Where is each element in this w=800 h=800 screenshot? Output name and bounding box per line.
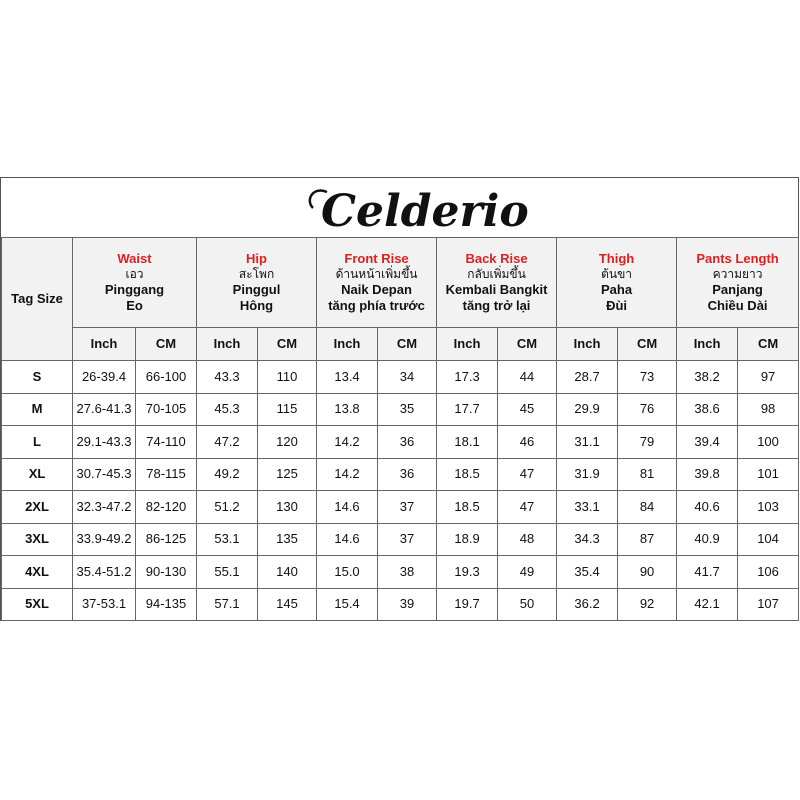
table-cell: 125 (258, 458, 317, 491)
table-row (2, 361, 799, 394)
table-cell: 32.3-47.2 (73, 491, 136, 524)
size-label: 4XL (2, 556, 73, 589)
table-cell: 94-135 (136, 588, 197, 621)
table-cell: 110 (258, 361, 317, 394)
table-cell: 44 (498, 361, 557, 394)
size-label: XL (2, 458, 73, 491)
size-label: 2XL (2, 491, 73, 524)
table-cell: 130 (258, 491, 317, 524)
table-cell: 26-39.4 (73, 361, 136, 394)
table-cell: 36 (378, 458, 437, 491)
table-cell: 35 (378, 393, 437, 426)
table-cell: 140 (258, 556, 317, 589)
table-cell: 33.1 (557, 491, 618, 524)
table-cell: 106 (738, 556, 799, 589)
table-cell: 43.3 (197, 361, 258, 394)
table-row (2, 491, 799, 524)
table-cell: 82-120 (136, 491, 197, 524)
table-cell: 76 (618, 393, 677, 426)
table-cell: 103 (738, 491, 799, 524)
table-row (2, 426, 799, 459)
table-cell: 35.4-51.2 (73, 556, 136, 589)
unit-header: Inch (73, 328, 136, 361)
table-cell: 66-100 (136, 361, 197, 394)
table-cell: 13.4 (317, 361, 378, 394)
table-cell: 81 (618, 458, 677, 491)
unit-header: CM (258, 328, 317, 361)
unit-header: Inch (557, 328, 618, 361)
size-label: S (2, 361, 73, 394)
table-cell: 14.2 (317, 458, 378, 491)
table-cell: 48 (498, 523, 557, 556)
table-cell: 31.9 (557, 458, 618, 491)
group-header-pants-length: Pants Length ความยาว Panjang Chiều Dài (677, 238, 799, 328)
size-label: 3XL (2, 523, 73, 556)
unit-header: CM (498, 328, 557, 361)
table-cell: 36.2 (557, 588, 618, 621)
table-cell: 46 (498, 426, 557, 459)
table-row (2, 588, 799, 621)
unit-header: Inch (437, 328, 498, 361)
size-label: M (2, 393, 73, 426)
table-cell: 33.9-49.2 (73, 523, 136, 556)
table-cell: 14.6 (317, 491, 378, 524)
group-header-front-rise: Front Rise ด้านหน้าเพิ่มขึ้น Naik Depan tăng phía trước (317, 238, 437, 328)
table-cell: 18.1 (437, 426, 498, 459)
table-cell: 47.2 (197, 426, 258, 459)
table-cell: 37 (378, 523, 437, 556)
table-cell: 17.3 (437, 361, 498, 394)
table-row (2, 523, 799, 556)
table-cell: 90-130 (136, 556, 197, 589)
table-cell: 36 (378, 426, 437, 459)
table-cell: 29.9 (557, 393, 618, 426)
table-cell: 84 (618, 491, 677, 524)
table-cell: 107 (738, 588, 799, 621)
table-cell: 38.6 (677, 393, 738, 426)
table-cell: 14.6 (317, 523, 378, 556)
table-cell: 55.1 (197, 556, 258, 589)
table-cell: 29.1-43.3 (73, 426, 136, 459)
size-label: 5XL (2, 588, 73, 621)
table-cell: 47 (498, 458, 557, 491)
table-cell: 47 (498, 491, 557, 524)
table-cell: 17.7 (437, 393, 498, 426)
table-cell: 97 (738, 361, 799, 394)
unit-header: Inch (317, 328, 378, 361)
table-cell: 45.3 (197, 393, 258, 426)
table-cell: 30.7-45.3 (73, 458, 136, 491)
group-header-back-rise: Back Rise กลับเพิ่มขึ้น Kembali Bangkit tăng trở lại (437, 238, 557, 328)
table-cell: 120 (258, 426, 317, 459)
table-cell: 14.2 (317, 426, 378, 459)
table-cell: 13.8 (317, 393, 378, 426)
table-cell: 70-105 (136, 393, 197, 426)
size-chart (0, 177, 799, 621)
table-cell: 53.1 (197, 523, 258, 556)
table-row (2, 556, 799, 589)
table-cell: 18.5 (437, 491, 498, 524)
unit-header-row (2, 328, 799, 361)
brand-logo (1, 178, 798, 237)
size-table (1, 237, 799, 621)
table-cell: 28.7 (557, 361, 618, 394)
table-cell: 37 (378, 491, 437, 524)
table-cell: 31.1 (557, 426, 618, 459)
table-cell: 51.2 (197, 491, 258, 524)
table-cell: 79 (618, 426, 677, 459)
table-cell: 45 (498, 393, 557, 426)
unit-header: CM (738, 328, 799, 361)
table-cell: 115 (258, 393, 317, 426)
table-cell: 100 (738, 426, 799, 459)
group-header-waist: Waist เอว Pinggang Eo (73, 238, 197, 328)
table-cell: 49.2 (197, 458, 258, 491)
unit-header: CM (618, 328, 677, 361)
table-cell: 39.4 (677, 426, 738, 459)
table-cell: 57.1 (197, 588, 258, 621)
table-cell: 15.0 (317, 556, 378, 589)
table-cell: 15.4 (317, 588, 378, 621)
table-cell: 40.9 (677, 523, 738, 556)
tag-size-header: Tag Size (2, 238, 73, 361)
size-label: L (2, 426, 73, 459)
table-cell: 27.6-41.3 (73, 393, 136, 426)
size-table-body (2, 361, 799, 621)
brand-banner (1, 178, 798, 238)
unit-header: Inch (677, 328, 738, 361)
table-cell: 19.3 (437, 556, 498, 589)
brand-logo-text: Celderio (321, 186, 529, 237)
unit-header: CM (136, 328, 197, 361)
table-cell: 90 (618, 556, 677, 589)
table-cell: 101 (738, 458, 799, 491)
table-cell: 34.3 (557, 523, 618, 556)
table-cell: 78-115 (136, 458, 197, 491)
table-cell: 34 (378, 361, 437, 394)
table-cell: 135 (258, 523, 317, 556)
table-row (2, 458, 799, 491)
table-cell: 74-110 (136, 426, 197, 459)
table-cell: 38 (378, 556, 437, 589)
table-cell: 42.1 (677, 588, 738, 621)
table-cell: 41.7 (677, 556, 738, 589)
table-cell: 73 (618, 361, 677, 394)
unit-header: Inch (197, 328, 258, 361)
table-cell: 37-53.1 (73, 588, 136, 621)
table-cell: 104 (738, 523, 799, 556)
table-cell: 87 (618, 523, 677, 556)
table-cell: 49 (498, 556, 557, 589)
table-cell: 40.6 (677, 491, 738, 524)
group-header-thigh: Thigh ต้นขา Paha Đùi (557, 238, 677, 328)
unit-header: CM (378, 328, 437, 361)
table-cell: 145 (258, 588, 317, 621)
table-cell: 18.5 (437, 458, 498, 491)
table-row (2, 393, 799, 426)
table-cell: 35.4 (557, 556, 618, 589)
group-header-hip: Hip สะโพก Pinggul Hông (197, 238, 317, 328)
table-cell: 38.2 (677, 361, 738, 394)
table-cell: 50 (498, 588, 557, 621)
table-cell: 86-125 (136, 523, 197, 556)
table-cell: 39 (378, 588, 437, 621)
table-cell: 92 (618, 588, 677, 621)
table-cell: 98 (738, 393, 799, 426)
table-cell: 19.7 (437, 588, 498, 621)
table-cell: 18.9 (437, 523, 498, 556)
table-cell: 39.8 (677, 458, 738, 491)
